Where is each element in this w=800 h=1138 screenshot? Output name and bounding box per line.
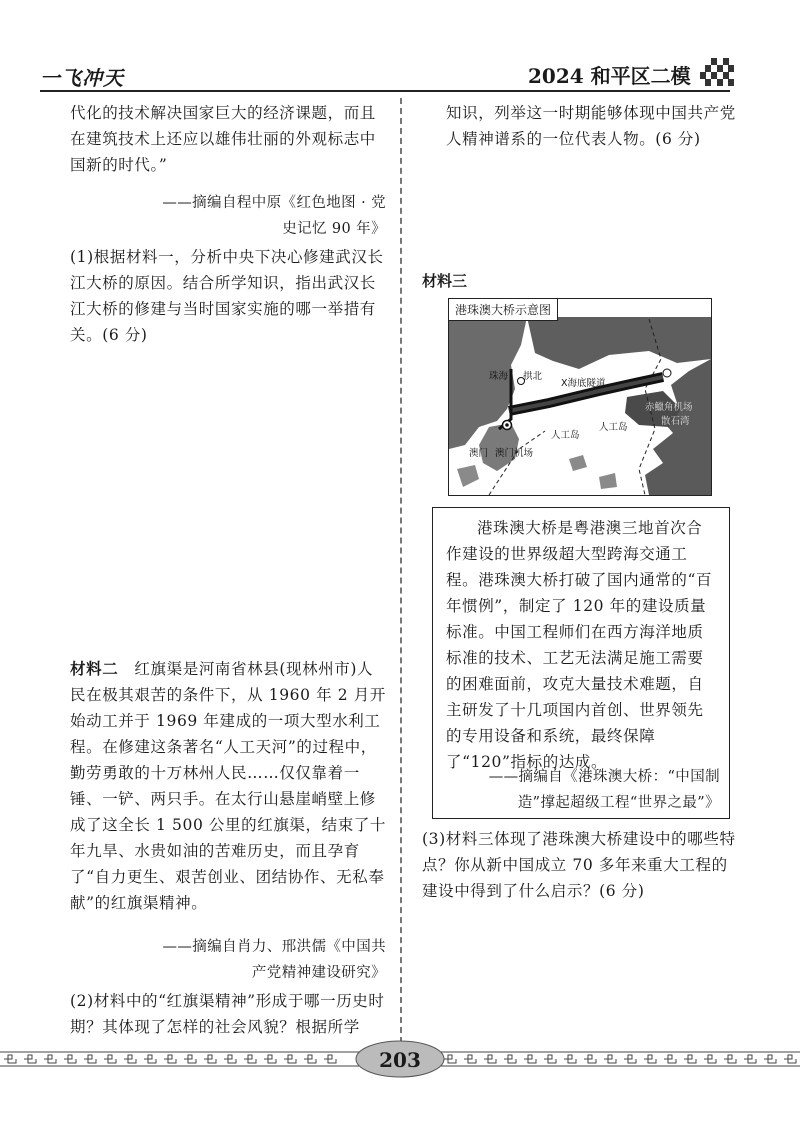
material-one-source: ——摘编自程中原《红色地图 · 党史记忆 90 年》: [162, 195, 386, 237]
map-label-gongbei: 拱北: [523, 371, 543, 382]
checker-pattern-icon: [700, 58, 734, 86]
map-label-island-east: 人工岛: [599, 422, 628, 433]
header-rule: [40, 90, 730, 92]
material-two-source: ——摘编自肖力、邢洪儒《中国共产党精神建设研究》: [162, 939, 386, 981]
map-label-macau: 澳门: [469, 448, 489, 459]
question-two-continuation: 知识，列举这一时期能够体现中国共产党人精神谱系的一位代表人物。(6 分): [446, 104, 736, 148]
map-title: 港珠澳大桥示意图: [449, 299, 558, 321]
material-one-continuation: 代化的技术解决国家巨大的经济课题，而且在建筑技术上还应以雄伟壮丽的外观标志中国新的时代。”: [70, 104, 376, 174]
map-label-hk-sub: 散石湾: [661, 416, 690, 427]
question-two: (2)材料中的“红旗渠精神”形成于哪一历史时期？其体现了怎样的社会风貌？根据所学: [70, 992, 385, 1036]
material-three-source: ——摘编自《港珠澳大桥：“中国制造”撑起超级工程“世界之最”》: [488, 769, 720, 811]
map-label-hk-airport: 赤鱲角机场: [645, 402, 693, 413]
material-two-text: 红旗渠是河南省林县(现林州市)人民在极其艰苦的条件下，从 1960 年 2 月开始动工并于 1969 年建成的一项大型水利工程。在修建这条著名“人工天河”的过程中，勤劳勇敢的十万林州人民……仅仅靠着一锤、一铲、两只手。在太行山悬崖峭壁上修成了这全长 1 500 公里的红旗渠，结束了十年九旱、水贵如油的苦难历史，而且孕育了“自力更生、艰苦创业、团结协作、无私奉献”的红旗渠精神。: [70, 660, 387, 912]
map-label-island-west: 人工岛: [551, 430, 580, 441]
material-three-label: 材料三: [422, 272, 468, 290]
exam-title: 2024 和平区二模: [528, 64, 691, 88]
material-two-label: 材料二: [70, 660, 119, 678]
bridge-map: [448, 298, 712, 496]
brand-logo-text: 一飞冲天: [40, 66, 124, 90]
page-number: 203: [379, 1048, 421, 1072]
question-one: (1)根据材料一，分析中央下决心修建武汉长江大桥的原因。结合所学知识，指出武汉长江大桥的修建与当时国家实施的哪一举措有关。(6 分): [70, 248, 384, 344]
question-three: (3)材料三体现了港珠澳大桥建设中的哪些特点？你从新中国成立 70 多年来重大工程的建设中得到了什么启示？(6 分): [422, 830, 736, 900]
map-label-macau-airport: 澳门机场: [495, 448, 534, 459]
map-label-tunnel: X海底隧道: [561, 378, 606, 389]
column-divider: [400, 98, 402, 1043]
material-three-text: 港珠澳大桥是粤港澳三地首次合作建设的世界级超大型跨海交通工程。港珠澳大桥打破了国内通常的“百年惯例”，制定了 120 年的建设质量标准。中国工程师们在西方海洋地质标准的技术、工艺无法满足施工需要的困难面前，攻克大量技术难题，自主研发了十几项国内首创、世界领先的专用设备和系统，最终保障了“120”指标的达成。: [446, 519, 713, 771]
map-illustration: [449, 299, 711, 495]
material-two: [70, 656, 388, 916]
map-label-zhuhai: 珠海: [489, 371, 509, 382]
